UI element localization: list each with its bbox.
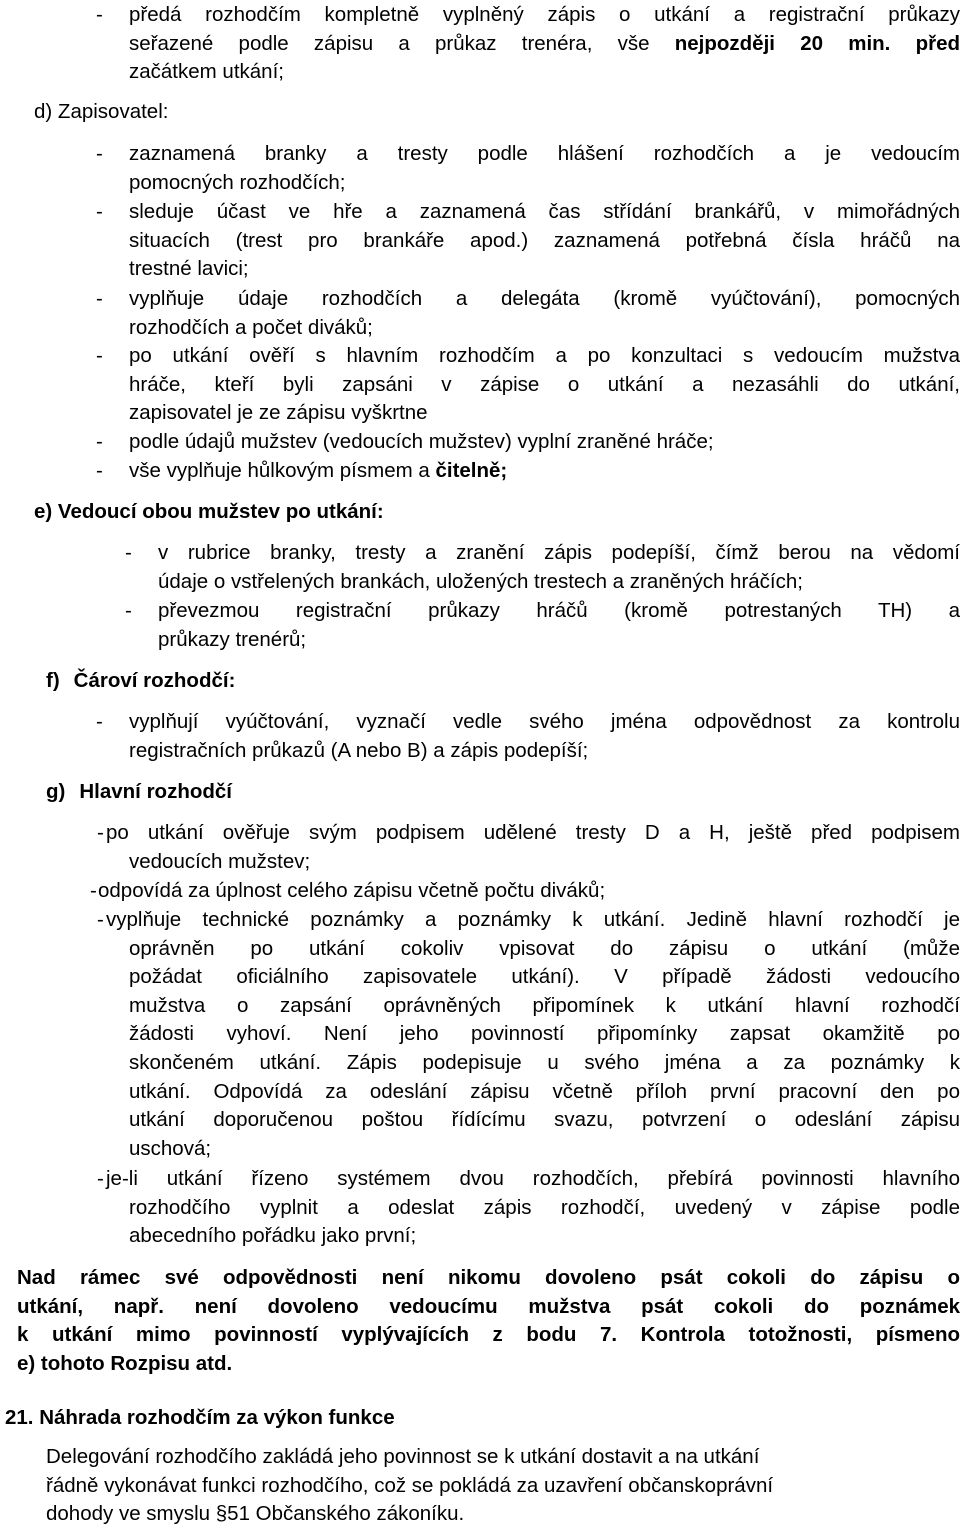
legibly-emphasis: čitelně; (435, 459, 508, 482)
list-item: - odpovídá za úplnost celého zápisu včetně počtu diváků; (90, 877, 960, 906)
list-item: - po utkání ověří s hlavním rozhodčím a po konzultaci s vedoucím mužstva hráče, kteří byli zapsáni v zápise o utkání a nezasáhli do utkání, zapisovatel je ze zápisu vyškrtne (96, 344, 960, 425)
list-item: - v rubrice branky, tresty a zranění zápis podepíší, čímž berou na vědomí údaje o vstřelených brankách, uložených trestech a zraněných hráčích; (125, 541, 960, 593)
list-dash: - (96, 344, 103, 367)
list-dash: - (125, 599, 132, 622)
list-item: - vyplňuje technické poznámky a poznámky k utkání. Jedině hlavní rozhodčí je oprávněn po utkání cokoliv vpisovat do zápisu o utkání (může požádat oficiálního zapisovatele utkání). V případě žádosti vedoucího mužstva o zapsání oprávněných připomínek k utkání hlavní rozhodčí žádosti vyhoví. Není jeho povinností připomínky zapsat okamžitě po skončeném utkání. Zápis podepisuje u svého jména a za poznámky k utkání. Odpovídá za odeslání zápisu včetně příloh první pracovní den po utkání doporučenou poštou řídícímu svazu, potvrzení o odeslání zápisu uschová; (97, 908, 960, 1160)
list-dash: - (96, 710, 103, 733)
list-dash: - (97, 1167, 104, 1190)
list-item: - podle údajů mužstev (vedoucích mužstev) vyplní zraněné hráče; (96, 428, 960, 457)
list-dash: - (90, 879, 97, 902)
list-item: - zaznamená branky a tresty podle hlášení rozhodčích a je vedoucím pomocných rozhodčích; (96, 142, 960, 194)
section-f-heading: f) Čároví rozhodčí: (46, 669, 236, 692)
list-dash: - (96, 287, 103, 310)
list-dash: - (96, 200, 103, 223)
section-g-heading: g) Hlavní rozhodčí (46, 780, 232, 803)
list-item: - po utkání ověřuje svým podpisem udělené tresty D a H, ještě před podpisem vedoucích mužstev; (97, 821, 960, 873)
section-21-paragraph: Delegování rozhodčího zakládá jeho povinnost se k utkání dostavit a na utkání řádně vykonávat funkci rozhodčího, což se pokládá za uzavření občanskoprávní dohody ve smyslu §51 Občanského zákoníku. (46, 1445, 774, 1526)
section-d-heading: d) Zapisovatel: (34, 100, 169, 123)
list-dash: - (96, 430, 103, 453)
list-item: - vyplňuje údaje rozhodčích a delegáta (kromě vyúčtování), pomocných rozhodčích a počet diváků; (96, 287, 960, 339)
section-21-heading: 21. Náhrada rozhodčím za výkon funkce (5, 1406, 395, 1429)
list-dash: - (96, 3, 103, 26)
deadline-emphasis: nejpozději 20 min. před (674, 31, 960, 55)
list-dash: - (97, 908, 104, 931)
list-item: - vyplňují vyúčtování, vyznačí vedle svého jména odpovědnost za kontrolu registračních průkazů (A nebo B) a zápis podepíší; (96, 710, 960, 762)
list-item: - vše vyplňuje hůlkovým písmem a čitelně; (96, 457, 960, 486)
list-item: - je-li utkání řízeno systémem dvou rozhodčích, přebírá povinnosti hlavního rozhodčího vyplnit a odeslat zápis rozhodčí, uvedený v zápise podle abecedního pořádku jako první; (97, 1167, 960, 1248)
list-dash: - (97, 821, 104, 844)
list-item (96, 1, 960, 87)
list-item: - převezmou registrační průkazy hráčů (kromě potrestaných TH) a průkazy trenérů; (125, 599, 960, 651)
list-dash: - (96, 459, 103, 482)
list-dash: - (96, 142, 103, 165)
list-dash: - (125, 541, 132, 564)
list-item-text: předá rozhodčím kompletně vyplněný zápis o utkání a registrační průkazy seřazené podle zápisu a průkaz trenéra, vše nejpozději 20 min. před začátkem utkání; (129, 3, 960, 84)
list-item: - sleduje účast ve hře a zaznamená čas střídání brankářů, v mimořádných situacích (trest pro brankáře apod.) zaznamená potřebná čísla hráčů na trestné lavici; (96, 200, 960, 281)
section-e-heading: e) Vedoucí obou mužstev po utkání: (34, 500, 384, 523)
notice-paragraph: Nad rámec své odpovědnosti není nikomu dovoleno psát cokoli do zápisu o utkání, např. není dovoleno vedoucímu mužstva psát cokoli do poznámek k utkání mimo povinností vyplývajících z bodu 7. Kontrola totožnosti, písmeno e) tohoto Rozpisu atd. (17, 1266, 960, 1375)
